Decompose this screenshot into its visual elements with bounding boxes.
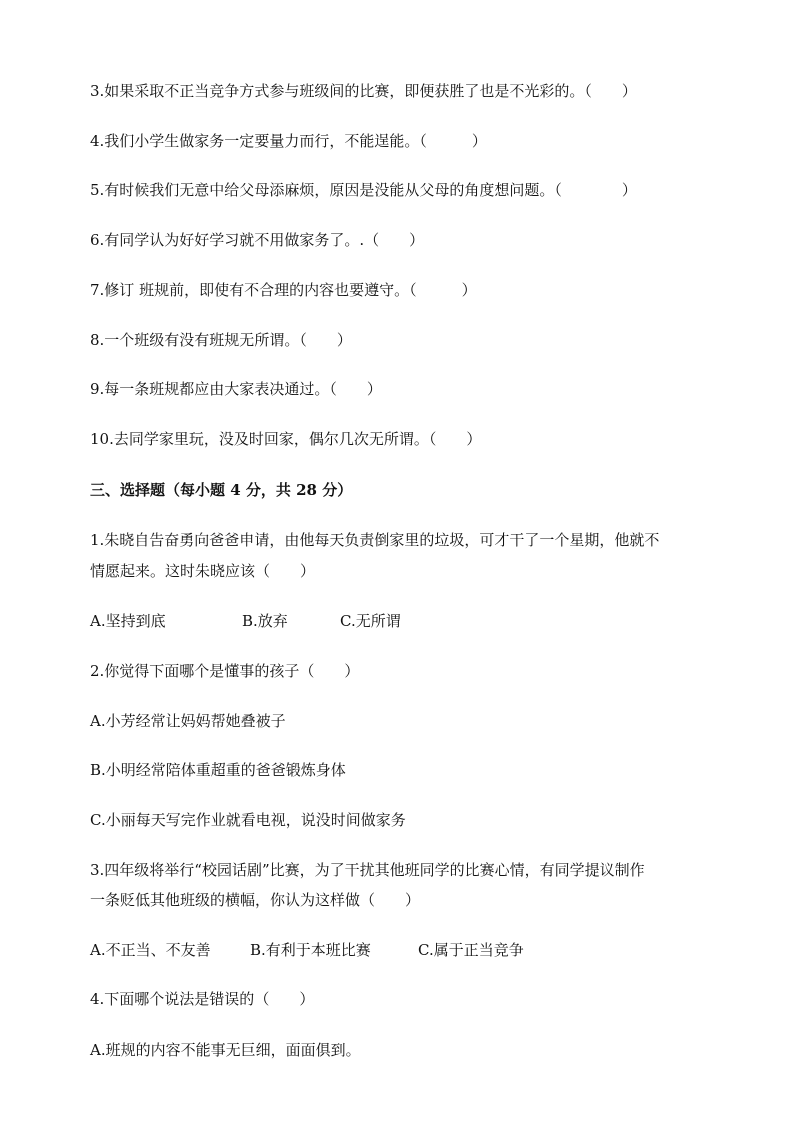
question-1-stem-line-2: 情愿起来。这时朱晓应该（ ） <box>90 562 316 580</box>
judgement-item-8: 8.一个班级有没有班规无所谓。（ ） <box>90 331 352 349</box>
question-4-option-a: A.班规的内容不能事无巨细，面面俱到。 <box>90 1041 361 1059</box>
judgement-item-4: 4.我们小学生做家务一定要量力而行，不能逞能。（ ） <box>90 132 487 150</box>
question-3-option-a: A.不正当、不友善 <box>90 941 211 959</box>
judgement-item-10: 10.去同学家里玩，没及时回家，偶尔几次无所谓。（ ） <box>90 430 482 448</box>
question-3-option-b: B.有利于本班比赛 <box>250 941 371 959</box>
question-1-options <box>90 611 710 631</box>
question-3-stem-line-1: 3.四年级将举行“校园话剧”比赛，为了干扰其他班同学的比赛心情，有同学提议制作 <box>90 861 645 879</box>
question-1-option-b: B.放弃 <box>242 612 288 630</box>
question-4-stem: 4.下面哪个说法是错误的（ ） <box>90 990 315 1008</box>
judgement-item-7: 7.修订 班规前，即使有不合理的内容也要遵守。（ ） <box>90 281 477 299</box>
question-3-stem-line-2: 一条贬低其他班级的横幅，你认为这样做（ ） <box>90 891 421 909</box>
judgement-item-3: 3.如果采取不正当竞争方式参与班级间的比赛，即便获胜了也是不光彩的。（ ） <box>90 82 637 100</box>
question-1-stem-line-1: 1.朱晓自告奋勇向爸爸申请，由他每天负责倒家里的垃圾，可才干了一个星期，他就不 <box>90 531 660 549</box>
section-heading-multiple-choice: 三、选择题（每小题 4 分，共 28 分） <box>90 481 353 499</box>
question-2-option-a: A.小芳经常让妈妈帮她叠被子 <box>90 712 286 730</box>
question-2-option-b: B.小明经常陪体重超重的爸爸锻炼身体 <box>90 761 346 779</box>
question-3-option-c: C.属于正当竞争 <box>418 941 524 959</box>
question-3-options <box>90 940 710 960</box>
judgement-item-6: 6.有同学认为好好学习就不用做家务了。.（ ） <box>90 231 425 249</box>
question-1-option-c: C.无所谓 <box>340 612 401 630</box>
question-1-option-a: A.坚持到底 <box>90 612 166 630</box>
question-2-option-c: C.小丽每天写完作业就看电视，说没时间做家务 <box>90 811 406 829</box>
question-2-stem: 2.你觉得下面哪个是懂事的孩子（ ） <box>90 662 360 680</box>
judgement-item-9: 9.每一条班规都应由大家表决通过。（ ） <box>90 380 382 398</box>
judgement-item-5: 5.有时候我们无意中给父母添麻烦，原因是没能从父母的角度想问题。（ ） <box>90 181 637 199</box>
